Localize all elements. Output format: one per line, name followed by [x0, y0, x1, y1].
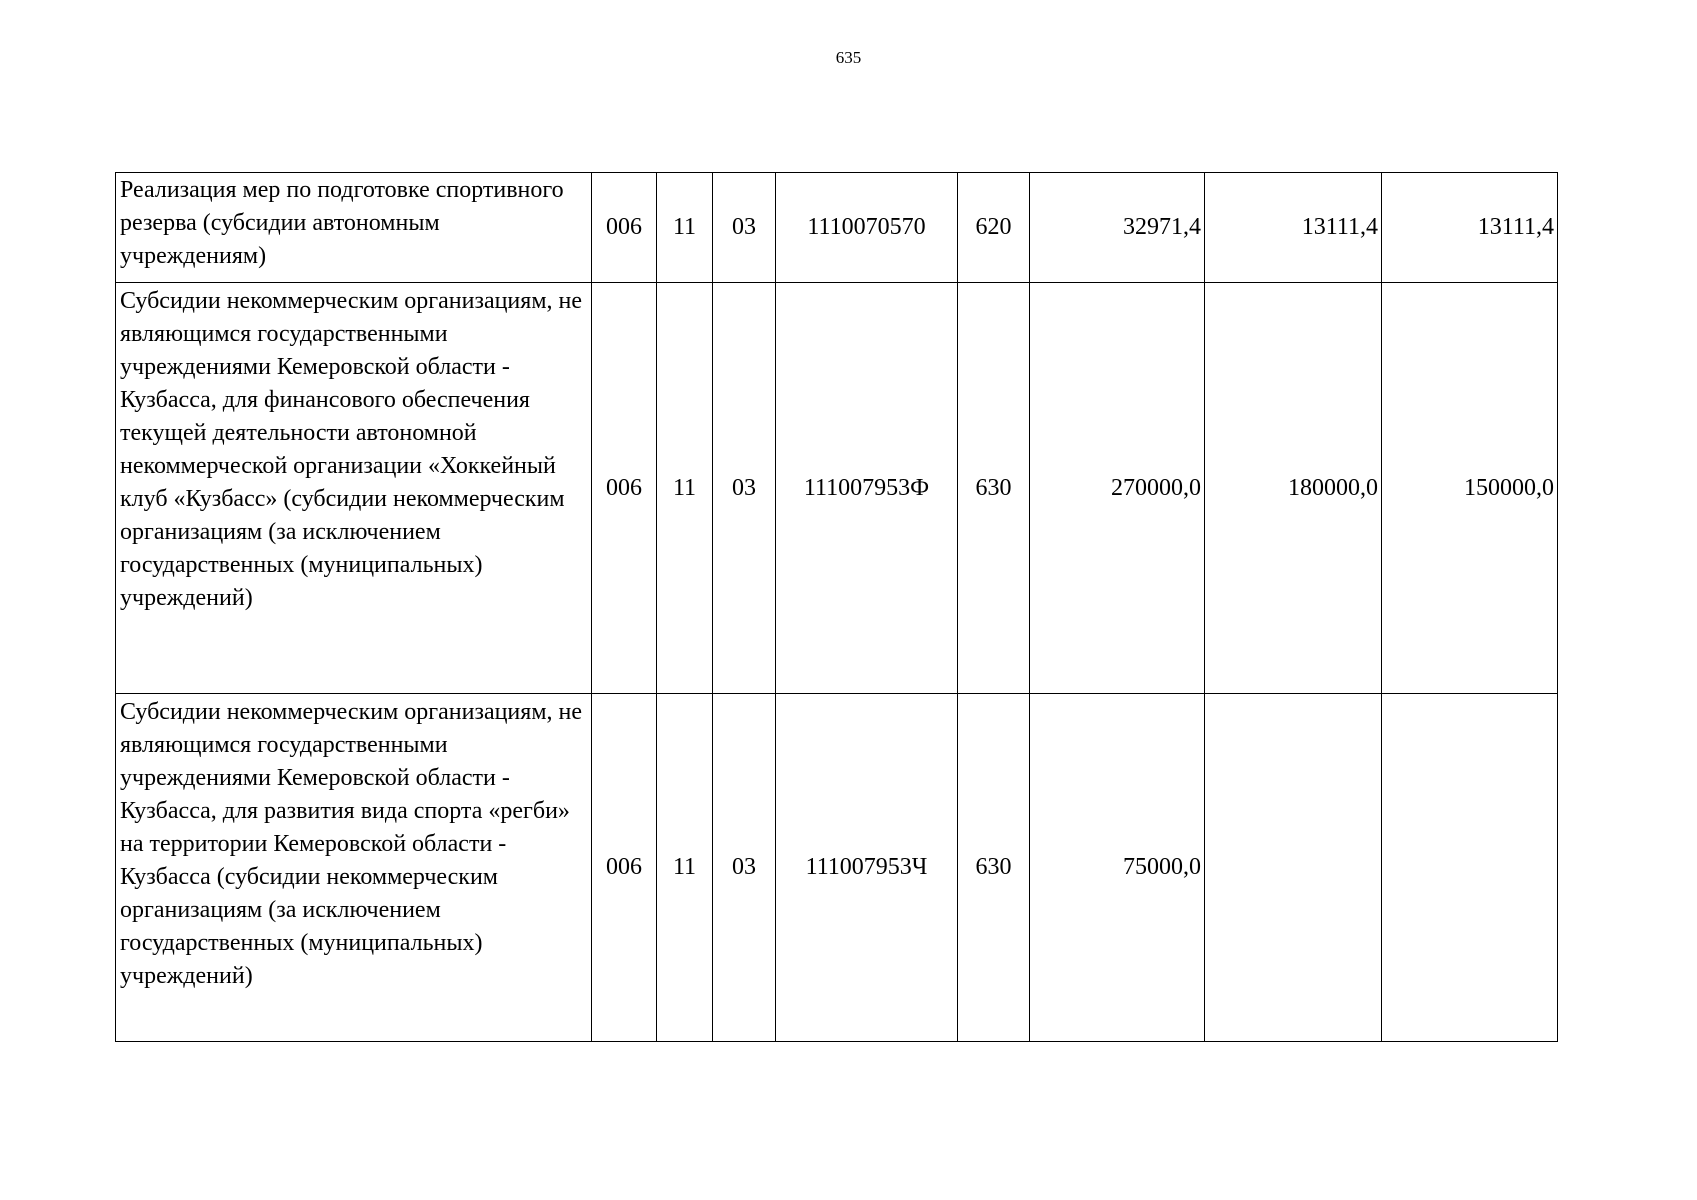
amount-2: 180000,0	[1205, 283, 1382, 694]
amount-1: 75000,0	[1030, 694, 1205, 1042]
ministry-code: 006	[592, 694, 657, 1042]
amount-2	[1205, 694, 1382, 1042]
section-code: 11	[657, 694, 713, 1042]
budget-table	[115, 172, 1558, 1042]
ministry-code: 006	[592, 283, 657, 694]
amount-1: 32971,4	[1030, 173, 1205, 283]
amount-3: 150000,0	[1382, 283, 1558, 694]
target-article-code: 111007953Ч	[776, 694, 958, 1042]
expense-description: Реализация мер по подготовке спортивного резерва (субсидии автономным учреждениям)	[116, 173, 592, 283]
amount-2: 13111,4	[1205, 173, 1382, 283]
amount-1: 270000,0	[1030, 283, 1205, 694]
section-code: 11	[657, 283, 713, 694]
subsection-code: 03	[713, 694, 776, 1042]
page-number: 635	[835, 48, 862, 67]
expense-description: Субсидии некоммерческим организациям, не являющимся государственными учреждениями Кемеровской области - Кузбасса, для развития вида спорта «регби» на территории Кемеровской области - Кузбасса (субсидии некоммерческим организациям (за исключением государственных (муниципальных) учреждений)	[116, 694, 592, 1042]
target-article-code: 111007953Ф	[776, 283, 958, 694]
table-row	[116, 283, 1558, 694]
expense-description: Субсидии некоммерческим организациям, не являющимся государственными учреждениями Кемеровской области - Кузбасса, для финансового обеспечения текущей деятельности автономной некоммерческой организации «Хоккейный клуб «Кузбасс» (субсидии некоммерческим организациям (за исключением государственных (муниципальных) учреждений)	[116, 283, 592, 694]
amount-3	[1382, 694, 1558, 1042]
expense-type-code: 630	[958, 694, 1030, 1042]
subsection-code: 03	[713, 173, 776, 283]
table-row	[116, 173, 1558, 283]
amount-3: 13111,4	[1382, 173, 1558, 283]
ministry-code: 006	[592, 173, 657, 283]
subsection-code: 03	[713, 283, 776, 694]
expense-type-code: 620	[958, 173, 1030, 283]
section-code: 11	[657, 173, 713, 283]
expense-type-code: 630	[958, 283, 1030, 694]
target-article-code: 1110070570	[776, 173, 958, 283]
table-row	[116, 694, 1558, 1042]
